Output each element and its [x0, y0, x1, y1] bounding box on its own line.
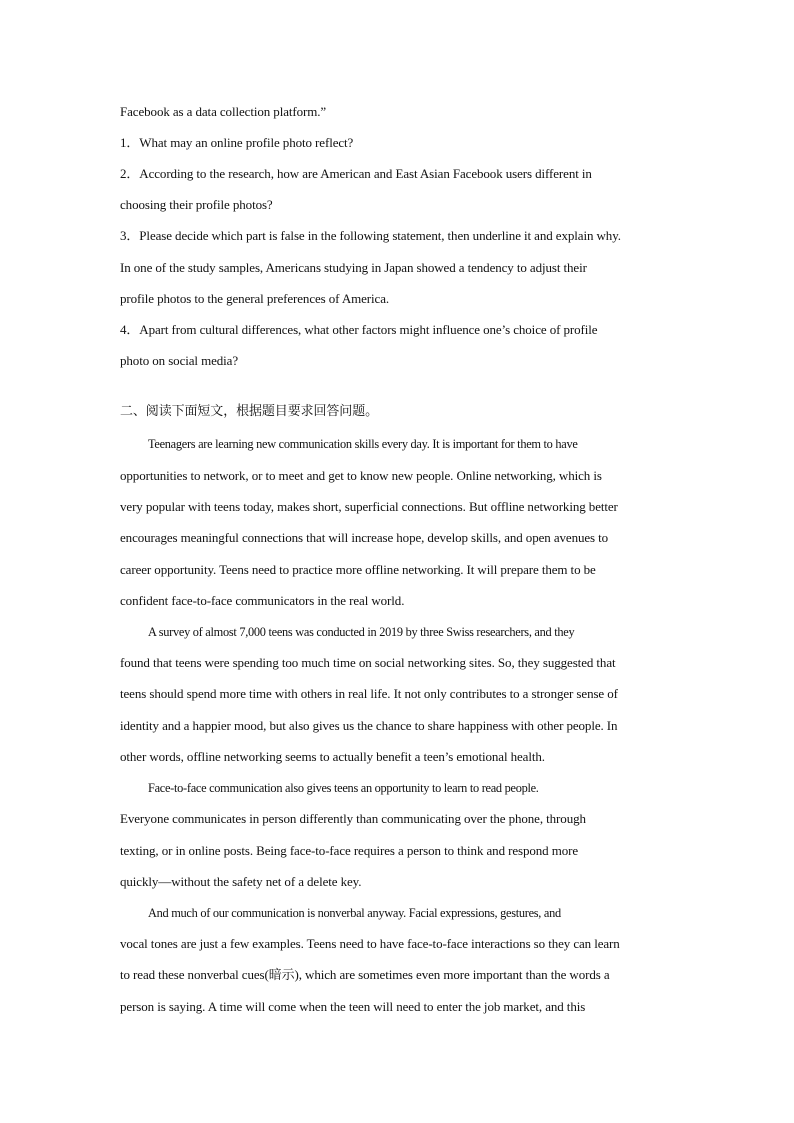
paragraph-first-line: Teenagers are learning new communication skills every day. It is important for them to have [148, 436, 578, 451]
text-line: to read these nonverbal cues(暗示), which are sometimes even more important than the words a [120, 967, 610, 982]
text-line: Facebook as a data collection platform.” [120, 104, 327, 119]
text-line: person is saying. A time will come when the teen will need to enter the job market, and this [120, 999, 586, 1014]
text-line: other words, offline networking seems to actually benefit a teen’s emotional health. [120, 749, 545, 764]
text-line: confident face-to-face communicators in the real world. [120, 593, 405, 608]
text-line: quickly—without the safety net of a delete key. [120, 874, 362, 889]
paragraph-first-line: A survey of almost 7,000 teens was conducted in 2019 by three Swiss researchers, and they [148, 624, 575, 639]
text-line: opportunities to network, or to meet and get to know new people. Online networking, which is [120, 468, 602, 483]
text-line: In one of the study samples, Americans studying in Japan showed a tendency to adjust their [120, 260, 587, 275]
text-line: photo on social media? [120, 353, 239, 368]
text-line: identity and a happier mood, but also gives us the chance to share happiness with other people. In [120, 718, 618, 733]
section-heading: 二、阅读下面短文，根据题目要求回答问题。 [120, 404, 379, 419]
text-line: teens should spend more time with others in real life. It not only contributes to a stronger sense of [120, 686, 618, 701]
text-line: found that teens were spending too much time on social networking sites. So, they suggested that [120, 655, 616, 670]
text-line: Everyone communicates in person differently than communicating over the phone, through [120, 811, 586, 826]
paragraph-first-line: And much of our communication is nonverbal anyway. Facial expressions, gestures, and [148, 905, 561, 920]
text-line: encourages meaningful connections that will increase hope, develop skills, and open avenues to [120, 530, 609, 545]
question-3: 3．Please decide which part is false in the following statement, then underline it and explain why. [120, 228, 621, 243]
question-1: 1．What may an online profile photo reflect? [120, 135, 354, 150]
text-line: very popular with teens today, makes short, superficial connections. But offline networking better [120, 499, 618, 514]
text-line: profile photos to the general preferences of America. [120, 291, 390, 306]
text-line: choosing their profile photos? [120, 197, 273, 212]
question-2: 2．According to the research, how are American and East Asian Facebook users different in [120, 166, 592, 181]
paragraph-first-line: Face-to-face communication also gives teens an opportunity to learn to read people. [148, 780, 539, 795]
question-4: 4．Apart from cultural differences, what other factors might influence one’s choice of profile [120, 322, 598, 337]
text-line: career opportunity. Teens need to practice more offline networking. It will prepare them to be [120, 562, 596, 577]
text-line: vocal tones are just a few examples. Teens need to have face-to-face interactions so they can learn [120, 936, 620, 951]
text-line: texting, or in online posts. Being face-to-face requires a person to think and respond more [120, 843, 579, 858]
